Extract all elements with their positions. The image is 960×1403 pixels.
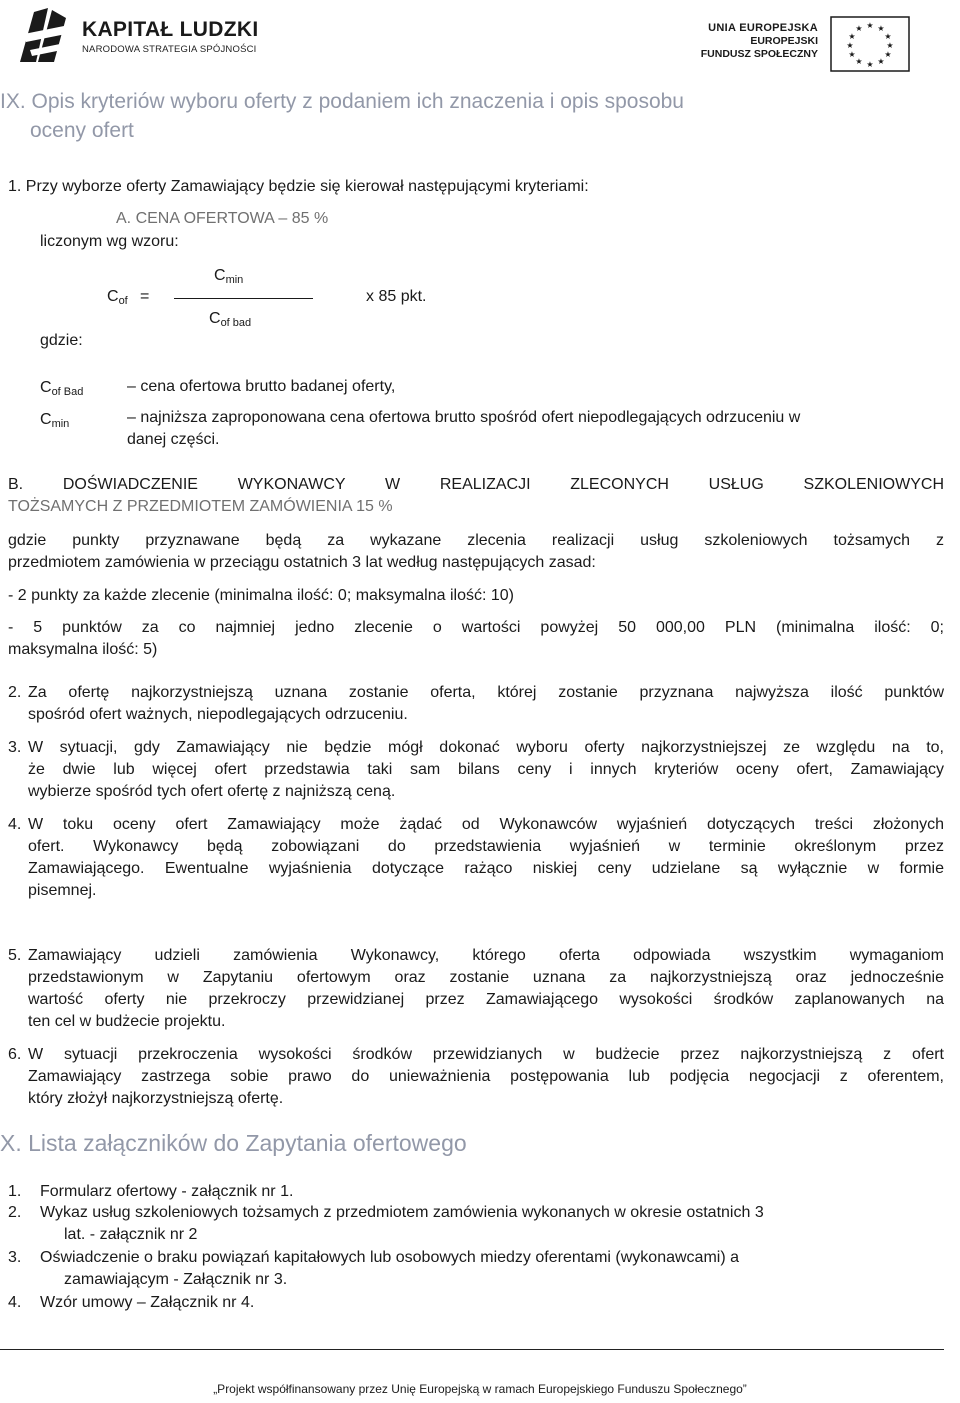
- item-3-line2: że dwie lub więcej ofert przedstawia taki sam bilans ceny i innych kryteriów oceny ofert, Zamawiający: [28, 761, 944, 778]
- criterion-b-heading-line1: B. DOŚWIADCZENIE WYKONAWCY W REALIZACJI ZLECONYCH USŁUG SZKOLENIOWYCH: [8, 476, 944, 493]
- item-5-line2: przedstawionym w Zapytaniu ofertowym oraz zostanie uznana za najkorzystniejszą oraz jednocześnie: [28, 969, 944, 986]
- svg-text:★: ★: [846, 41, 854, 50]
- item-5-line4: ten cel w budżecie projektu.: [28, 1013, 226, 1030]
- eu-logo-line1: UNIA EUROPEJSKA: [708, 22, 818, 34]
- svg-text:★: ★: [848, 50, 856, 59]
- def2-symbol: Cmin: [40, 411, 70, 430]
- eu-logo-line2: EUROPEJSKI: [750, 35, 818, 47]
- attachment-4-number: 4.: [8, 1294, 22, 1311]
- item-4-line1: W toku oceny ofert Zamawiający może żądać od Wykonawców wyjaśnień dotyczących treści złożonych: [28, 816, 944, 833]
- section-9-title-line1: IX. Opis kryteriów wyboru oferty z podaniem ich znaczenia i opis sposobu: [0, 90, 684, 113]
- item-2-number: 2.: [8, 684, 22, 701]
- formula-intro: liczonym wg wzoru:: [40, 233, 179, 250]
- attachment-3-number: 3.: [8, 1249, 22, 1266]
- formula-lhs: Cof: [107, 288, 128, 307]
- svg-text:★: ★: [855, 57, 863, 66]
- item-2-line1: Za ofertę najkorzystniejszą uznana zostanie oferta, której zostanie przyznana najwyższa ilość punktów: [28, 684, 944, 701]
- attachment-4-text: Wzór umowy – Załącznik nr 4.: [40, 1294, 255, 1311]
- formula-numerator: Cmin: [214, 267, 244, 286]
- svg-text:★: ★: [884, 32, 892, 41]
- item-6-line2: Zamawiający zastrzega sobie prawo do unieważnienia postępowania lub podjęcia negocjacji z oferentem,: [28, 1068, 944, 1085]
- criterion-b-rule-2-line2: maksymalna ilość: 5): [8, 641, 158, 658]
- kapital-ludzki-subtitle: NARODOWA STRATEGIA SPÓJNOŚCI: [82, 44, 257, 55]
- footer-cofinancing-note: „Projekt współfinansowany przez Unię Europejską w ramach Europejskiego Funduszu Społecznego”: [213, 1382, 747, 1396]
- kapital-ludzki-logo: [14, 4, 259, 68]
- section-9-title-line2: oceny ofert: [30, 119, 134, 142]
- def2-text-line2: danej części.: [127, 431, 220, 448]
- item-5-line1: Zamawiający udzieli zamówienia Wykonawcy, którego oferta odpowiada wszystkim wymaganiom: [28, 947, 944, 964]
- svg-text:★: ★: [877, 57, 885, 66]
- kapital-ludzki-title: KAPITAŁ LUDZKI: [82, 18, 259, 41]
- svg-text:★: ★: [848, 32, 856, 41]
- page-number-label: [924, 1252, 954, 1352]
- eu-efs-logo: [700, 14, 910, 74]
- item-1-text: 1. Przy wyborze oferty Zamawiający będzie się kierował następującymi kryteriami:: [8, 178, 589, 195]
- item-4-line4: pisemnej.: [28, 882, 97, 899]
- attachment-3-line1: Oświadczenie o braku powiązań kapitałowych lub osobowych miedzy oferentami (wykonawcami) a: [40, 1249, 739, 1266]
- attachment-2-line2: lat. - załącznik nr 2: [64, 1226, 198, 1243]
- formula-fraction-line: [174, 298, 313, 299]
- item-2-line2: spośród ofert ważnych, niepodlegających odrzuceniu.: [28, 706, 408, 723]
- svg-text:★: ★: [855, 24, 863, 33]
- formula-multiplier: x 85 pkt.: [366, 288, 427, 305]
- svg-text:★: ★: [877, 24, 885, 33]
- criterion-b-rule-2-line1: - 5 punktów za co najmniej jedno zlecenie o wartości powyżej 50 000,00 PLN (minimalna ilość: 0;: [8, 619, 944, 636]
- criterion-b-rule-1: - 2 punkty za każde zlecenie (minimalna ilość: 0; maksymalna ilość: 10): [8, 587, 514, 604]
- item-3-line3: wybierze spośród tych ofert ofertę z najniższą ceną.: [28, 783, 396, 800]
- item-5-number: 5.: [8, 947, 22, 964]
- where-label: gdzie:: [40, 332, 83, 349]
- attachment-2-number: 2.: [8, 1204, 22, 1221]
- section-10-title: X. Lista załączników do Zapytania ofertowego: [0, 1130, 467, 1156]
- attachment-3-line2: zamawiającym - Załącznik nr 3.: [64, 1271, 288, 1288]
- item-3-line1: W sytuacji, gdy Zamawiający nie będzie mógł dokonać wyboru oferty najkorzystniejszej ze względu na to,: [28, 739, 944, 756]
- svg-text:★: ★: [866, 21, 874, 30]
- attachment-1-number: 1.: [8, 1183, 22, 1200]
- item-6-number: 6.: [8, 1046, 22, 1063]
- def1-symbol: Cof Bad: [40, 379, 84, 398]
- criterion-a-heading: A. CENA OFERTOWA – 85 %: [116, 210, 329, 227]
- criterion-b-para-line2: przedmiotem zamówienia w przeciągu ostatnich 3 lat według następujących zasad:: [8, 554, 596, 571]
- item-6-line3: który złożył najkorzystniejszą ofertę.: [28, 1090, 284, 1107]
- criterion-b-heading-line2: TOŻSAMYCH Z PRZEDMIOTEM ZAMÓWIENIA 15 %: [8, 498, 393, 515]
- eu-logo-line3: FUNDUSZ SPOŁECZNY: [700, 48, 818, 60]
- formula-equals: =: [140, 288, 150, 305]
- svg-text:★: ★: [866, 60, 874, 69]
- eu-flag-icon: [830, 16, 910, 72]
- svg-text:★: ★: [884, 50, 892, 59]
- item-4-number: 4.: [8, 816, 22, 833]
- svg-text:★: ★: [886, 41, 894, 50]
- kapital-ludzki-emblem-icon: [14, 4, 74, 66]
- eu-logo-text: [701, 22, 818, 61]
- attachment-2-line1: Wykaz usług szkoleniowych tożsamych z przedmiotem zamówienia wykonanych w okresie ostatnich 3: [40, 1204, 764, 1221]
- attachment-1-text: Formularz ofertowy - załącznik nr 1.: [40, 1183, 294, 1200]
- footer-divider: [0, 1349, 944, 1350]
- item-5-line3: wartość oferty nie przekroczy przewidzianej przez Zamawiającego wysokości środków zaplanowanych na: [28, 991, 944, 1008]
- item-3-number: 3.: [8, 739, 22, 756]
- formula-denominator: Cof bad: [209, 310, 252, 329]
- def1-text: – cena ofertowa brutto badanej oferty,: [127, 378, 396, 395]
- def2-text-line1: – najniższa zaproponowana cena ofertowa brutto spośród ofert niepodlegających odrzuceniu w: [127, 409, 801, 426]
- item-4-line3: Zamawiającego. Ewentualne wyjaśnienia dotyczące rażąco niskiej ceny udzielane są wyłącznie w formie: [28, 860, 944, 877]
- item-4-line2: ofert. Wykonawcy będą zobowiązani do przedstawienia wyjaśnień w terminie określonym przez: [28, 838, 944, 855]
- item-6-line1: W sytuacji przekroczenia wysokości środków przewidzianych w budżecie przez najkorzystniejszą z ofert: [28, 1046, 944, 1063]
- criterion-b-para-line1: gdzie punkty przyznawane będą za wykazane zlecenia realizacji usług szkoleniowych tożsamych z: [8, 532, 944, 549]
